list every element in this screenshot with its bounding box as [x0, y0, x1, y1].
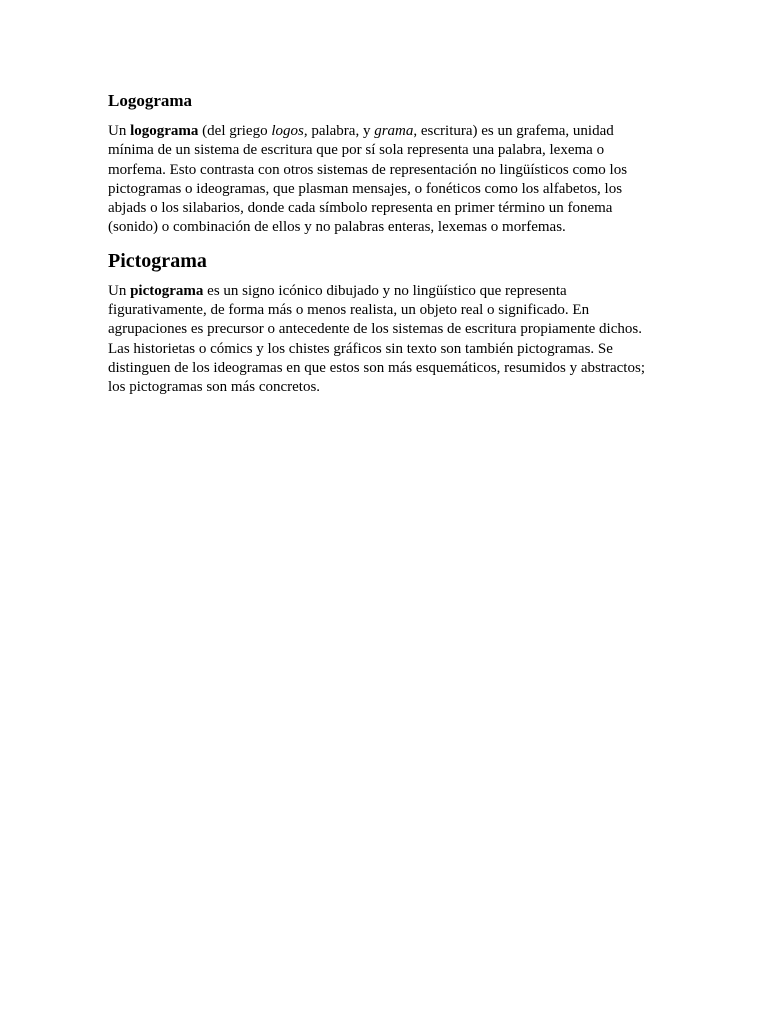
paragraph-line: figurativamente, de forma más o menos realista, un objeto real o significado. En: [108, 302, 590, 319]
bold-term: logograma: [130, 123, 199, 139]
paragraph-line: abjads o los silabarios, donde cada símbolo representa en primer término un fonema: [108, 200, 613, 217]
text-run: Un: [108, 123, 131, 139]
section-heading-pictograma: Pictograma: [108, 249, 207, 272]
paragraph-logograma: [108, 122, 658, 238]
text-run: es un signo icónico dibujado y no lingüístico que representa: [203, 282, 567, 299]
text-run: Un: [108, 282, 131, 299]
paragraph-line: agrupaciones es precursor o antecedente de los sistemas de escritura propiamente dichos.: [108, 321, 642, 338]
paragraph-line: Las historietas o cómics y los chistes gráficos sin texto son también pictogramas. Se: [108, 340, 613, 357]
italic-term: grama: [374, 123, 414, 139]
section-pictograma: [108, 248, 658, 398]
section-logograma: [108, 89, 658, 238]
italic-term: logos: [271, 123, 304, 139]
text-run: (del griego: [198, 123, 272, 139]
text-run: , escritura) es un grafema, unidad: [413, 123, 614, 139]
paragraph-line: [108, 122, 658, 141]
bold-term: pictograma: [130, 282, 204, 299]
paragraph-line: los pictogramas son más concretos.: [108, 379, 321, 396]
text-run: , palabra, y: [303, 123, 375, 139]
paragraph-line: mínima de un sistema de escritura que por sí sola representa una palabra, lexema o: [108, 142, 605, 159]
paragraph-line: (sonido) o combinación de ellos y no palabras enteras, lexemas o morfemas.: [108, 219, 566, 236]
paragraph-line: [108, 282, 658, 301]
section-heading-logograma: Logograma: [108, 91, 193, 110]
paragraph-line: morfema. Esto contrasta con otros sistemas de representación no lingüísticos como los: [108, 161, 628, 178]
paragraph-pictograma: [108, 282, 658, 398]
paragraph-line: pictogramas o ideogramas, que plasman mensajes, o fonéticos como los alfabetos, los: [108, 180, 623, 197]
document-page: [108, 89, 658, 398]
paragraph-line: distinguen de los ideogramas en que estos son más esquemáticos, resumidos y abstractos;: [108, 359, 645, 376]
